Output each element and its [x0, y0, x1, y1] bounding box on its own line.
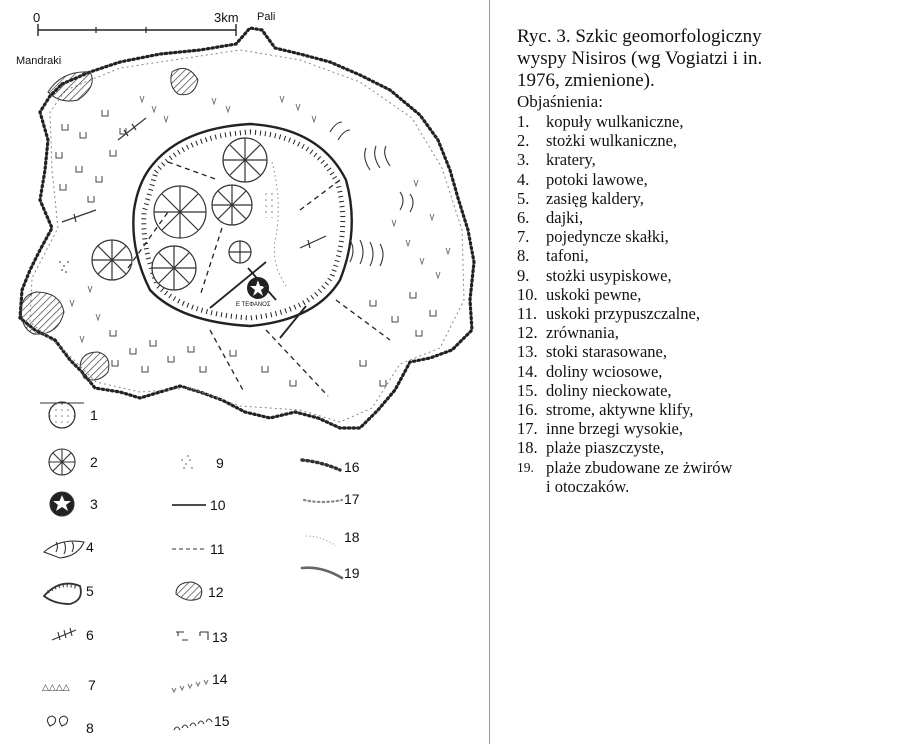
- list-item: 9. stożki usypiskowe,: [517, 265, 672, 285]
- scale-bar: [33, 10, 239, 36]
- legend-symbol-13: [176, 632, 208, 640]
- legend-symbol-19: [302, 568, 342, 578]
- list-item: 8. tafoni,: [517, 246, 589, 266]
- list-item: 19. plaże zbudowane ze żwirów: [517, 457, 733, 477]
- legend-num-14: 14: [212, 671, 228, 687]
- caption-title-line-2: wyspy Nisiros (wg Vogiatzi i in.: [517, 48, 763, 69]
- caption-title-line-1: Ryc. 3. Szkic geomorfologiczny: [517, 26, 762, 47]
- list-item: 5. zasięg kaldery,: [517, 188, 644, 208]
- list-item-continuation: i otoczaków.: [546, 476, 630, 496]
- legend-symbol-17: [304, 500, 342, 502]
- legend-num-2: 2: [90, 454, 98, 470]
- caption-title-line-3: 1976, zmienione).: [517, 70, 655, 91]
- list-item: 14. doliny wciosowe,: [517, 361, 663, 381]
- legend-num-1: 1: [90, 407, 98, 423]
- list-item: 10. uskoki pewne,: [517, 284, 642, 304]
- legend-symbol-14: [172, 680, 208, 692]
- legend-symbol-3: [50, 492, 74, 516]
- legend-numbers: [86, 407, 360, 736]
- legend-symbol-5: [44, 584, 81, 604]
- map-legend: [40, 402, 342, 730]
- legend-num-19: 19: [344, 565, 360, 581]
- legend-num-4: 4: [86, 539, 94, 555]
- southwest-plateau: [80, 352, 109, 380]
- legend-num-7: 7: [88, 677, 96, 693]
- list-item: 17. inne brzegi wysokie,: [517, 419, 684, 439]
- list-item: 16. strome, aktywne klify,: [517, 400, 694, 420]
- legend-num-13: 13: [212, 629, 228, 645]
- legend-num-3: 3: [90, 496, 98, 512]
- place-label-stefanos: Ε ΤΕΦΑΝΟΣ: [236, 302, 271, 308]
- place-label-mandraki: Mandraki: [16, 55, 62, 67]
- legend-symbol-18: [306, 536, 336, 546]
- scale-start-label: 0: [33, 10, 41, 25]
- caption-subtitle: Objaśnienia:: [517, 92, 603, 111]
- place-label-pali: Pali: [257, 11, 276, 23]
- list-item: 4. potoki lawowe,: [517, 169, 648, 189]
- legend-symbol-8: [47, 716, 67, 726]
- legend-symbol-7: [42, 682, 70, 692]
- legend-symbol-9: [181, 455, 193, 469]
- legend-symbol-16: [302, 460, 340, 470]
- legend-symbol-4: [44, 541, 84, 558]
- legend-num-9: 9: [216, 455, 224, 471]
- legend-num-18: 18: [344, 529, 360, 545]
- legend-symbol-1: [40, 402, 84, 428]
- list-item: 3. kratery,: [517, 150, 596, 170]
- legend-num-6: 6: [86, 627, 94, 643]
- list-item: 13. stoki starasowane,: [517, 342, 667, 362]
- legend-symbol-2: [49, 449, 75, 475]
- caption-legend-list: [517, 112, 897, 496]
- panel-divider: [489, 0, 490, 744]
- legend-num-16: 16: [344, 459, 360, 475]
- svg-text:△△△△: △△△△: [42, 682, 70, 692]
- list-item: 2. stożki wulkaniczne,: [517, 131, 678, 151]
- figure-caption: [517, 26, 897, 496]
- legend-num-11: 11: [210, 541, 225, 557]
- scale-end-label: 3km: [214, 10, 239, 25]
- legend-num-8: 8: [86, 720, 94, 736]
- list-item: 7. pojedyncze skałki,: [517, 227, 669, 247]
- legend-num-17: 17: [344, 491, 360, 507]
- legend-symbol-12: [176, 582, 202, 600]
- list-item: 1. kopuły wulkaniczne,: [517, 112, 684, 131]
- legend-num-15: 15: [214, 713, 230, 729]
- list-item: 12. zrównania,: [517, 323, 619, 343]
- legend-num-10: 10: [210, 497, 226, 513]
- list-item: 18. plaże piaszczyste,: [517, 438, 665, 458]
- list-item: 11. uskoki przypuszczalne,: [517, 304, 700, 324]
- list-item: 15. doliny nieckowate,: [517, 380, 672, 400]
- legend-num-5: 5: [86, 583, 94, 599]
- legend-num-12: 12: [208, 584, 224, 600]
- legend-symbol-6: [52, 628, 76, 640]
- legend-symbol-15: [174, 719, 212, 730]
- list-item: 6. dajki,: [517, 208, 584, 228]
